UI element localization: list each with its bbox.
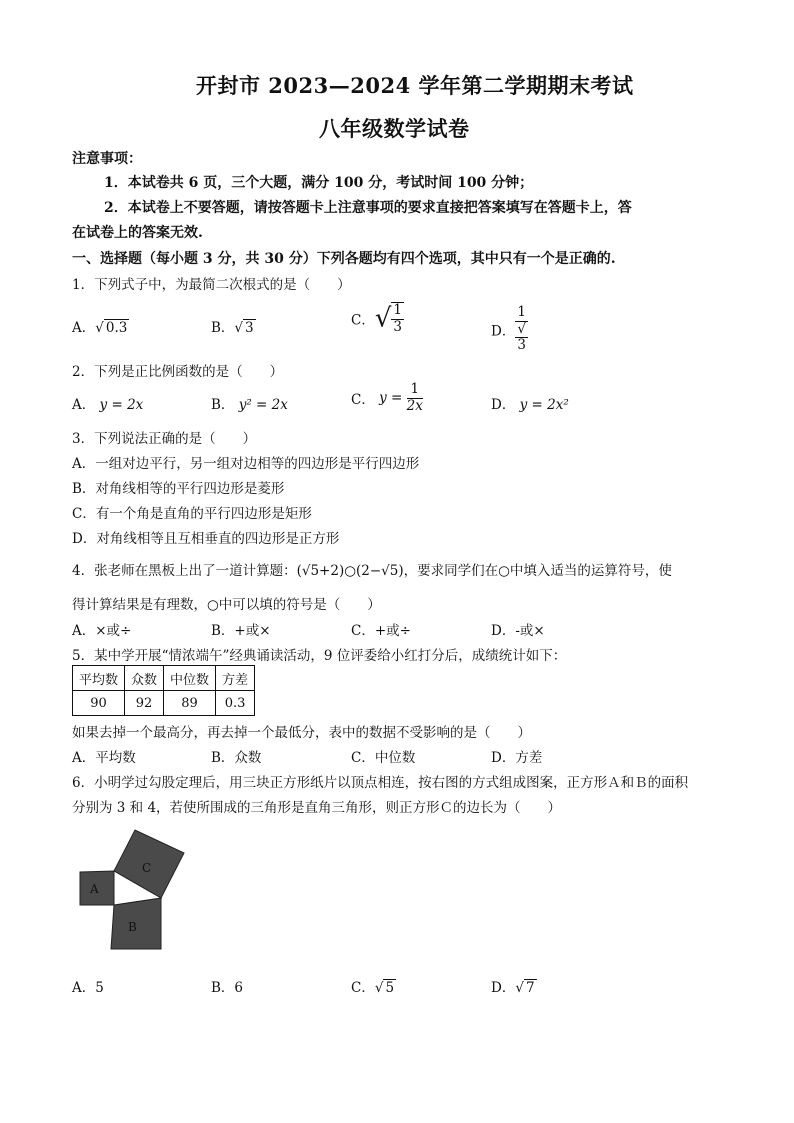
q4-expression: (√5+2)○(2−√5) — [296, 563, 404, 579]
q2-c-left: y = — [379, 390, 403, 407]
label-a: A — [90, 882, 99, 896]
q5-stem-2: 如果去掉一个最高分，再去掉一个最低分，表中的数据不受影响的是（ ） — [72, 725, 531, 741]
q3-option-c: C．有一个角是直角的平行四边形是矩形 — [72, 506, 312, 522]
q2-b-expr: y² = 2x — [238, 397, 288, 413]
notice-item-2: 2．本试卷上不要答题，请按答题卡上注意事项的要求直接把答案填写在答题卡上，答 — [104, 200, 632, 216]
q4-option-b: B．+或× — [211, 623, 271, 639]
notice-item-2-cont: 在试卷上的答案无效. — [72, 225, 203, 241]
label-b: B — [128, 920, 137, 934]
sqrt-symbol: √ — [515, 980, 524, 996]
q4-stem-a: 4．张老师在黑板上出了一道计算题： — [72, 563, 297, 579]
section-1-heading: 一、选择题（每小题 3 分，共 30 分）下列各题均有四个选项，其中只有一个是正确的. — [72, 251, 616, 267]
table-header-cell: 方差 — [216, 666, 255, 691]
q1-option-a — [72, 316, 129, 336]
sqrt-symbol: √ — [374, 980, 384, 996]
q2-option-a: A． y = 2x — [72, 397, 144, 413]
q1-d-label: D． — [491, 323, 516, 340]
table-header-cell: 中位数 — [164, 666, 216, 691]
q1-c-denominator: 3 — [393, 318, 403, 335]
q3-option-d: D．对角线相等且互相垂直的四边形是正方形 — [72, 531, 340, 547]
q1-c-label: C． — [351, 312, 375, 329]
sqrt-symbol: √ — [95, 320, 104, 336]
q3-option-b: B．对角线相等的平行四边形是菱形 — [72, 481, 285, 497]
q6-stem-cont: 分别为 3 和 4，若使所围成的三角形是直角三角形，则正方形Ｃ的边长为（ ） — [72, 800, 562, 816]
q4-stem-cont: 得计算结果是有理数，○中可以填的符号是（ ） — [72, 597, 381, 613]
table-cell: 89 — [164, 691, 216, 716]
q1-option-d — [491, 305, 528, 354]
table-cell: 0.3 — [216, 691, 255, 716]
q1-d-fraction — [515, 305, 528, 354]
q4-option-a: A．×或÷ — [72, 623, 132, 639]
label-c: C — [142, 861, 152, 875]
q2-stem: 2．下列是正比例函数的是（ ） — [72, 364, 284, 380]
q5-stats-table — [72, 665, 255, 716]
q1-b-label: B． — [211, 320, 235, 336]
q1-d-numerator: 1 — [517, 304, 526, 320]
q4-stem-b: ，要求同学们在○中填入适当的运算符号，使 — [403, 563, 672, 579]
table-header-cell: 平均数 — [73, 666, 125, 691]
q2-d-expr: y = 2x² — [519, 397, 569, 413]
q6-squares-figure — [76, 828, 196, 958]
q6-d-radicand: 7 — [525, 980, 535, 996]
q5-option-b: B．众数 — [211, 750, 262, 766]
q4-option-c: C．+或÷ — [351, 623, 411, 639]
q1-c-fraction — [391, 302, 404, 335]
q5-option-a: A．平均数 — [72, 750, 136, 766]
q4-option-d: D．-或× — [491, 623, 545, 639]
q4-stem — [72, 559, 672, 579]
exam-subtitle: 八年级数学试卷 — [319, 116, 470, 141]
q2-option-c: C． y = $\frac{1}{2x}$ — [351, 381, 423, 414]
q2-option-d: D． y = 2x² — [491, 397, 569, 413]
exam-title: 开封市 2023—2024 学年第二学期期末考试 — [196, 73, 634, 98]
sqrt-symbol: √ — [374, 303, 392, 334]
table-row — [73, 691, 255, 716]
q1-b-radicand: 3 — [245, 320, 254, 336]
notice-label: 注意事项： — [72, 151, 142, 167]
q5-stem: 5．某中学开展“情浓端午”经典诵读活动，9 位评委给小红打分后，成绩统计如下： — [72, 648, 567, 664]
q1-a-radicand: 0.3 — [105, 320, 128, 336]
table-cell: 90 — [73, 691, 125, 716]
q3-stem: 3．下列说法正确的是（ ） — [72, 431, 257, 447]
q6-stem: 6．小明学过勾股定理后，用三块正方形纸片以顶点相连，按右图的方式组成图案，正方形Ａ和Ｂ的面积 — [72, 775, 689, 791]
q2-option-b: B． y² = 2x — [211, 397, 288, 413]
table-cell: 92 — [125, 691, 164, 716]
q6-option-c: C．√ 5 — [351, 980, 395, 996]
q6-option-d: D．√ 7 — [491, 980, 535, 996]
q5-option-c: C．中位数 — [351, 750, 416, 766]
q1-option-c — [351, 302, 404, 335]
q2-a-expr: y = 2x — [99, 397, 144, 413]
q3-option-a: A．一组对边平行，另一组对边相等的四边形是平行四边形 — [72, 456, 420, 472]
table-header-cell: 众数 — [125, 666, 164, 691]
q6-option-b: B．6 — [211, 980, 244, 996]
q6-c-radicand: 5 — [385, 980, 395, 996]
q1-d-denominator: √ 3 — [517, 320, 526, 354]
q2-c-fraction: $\frac{1}{2x}$ — [406, 381, 423, 414]
table-header-row — [73, 666, 255, 691]
q5-option-d: D．方差 — [491, 750, 543, 766]
q1-a-label: A． — [72, 320, 96, 336]
notice-item-1: 1．本试卷共 6 页，三个大题，满分 100 分，考试时间 100 分钟； — [104, 175, 534, 191]
q6-option-a: A．5 — [72, 980, 104, 996]
sqrt-symbol: √ — [234, 320, 244, 336]
q1-c-numerator: 1 — [393, 302, 403, 318]
q1-option-b — [211, 316, 256, 336]
q1-stem: 1．下列式子中，为最简二次根式的是（ ） — [72, 277, 351, 293]
